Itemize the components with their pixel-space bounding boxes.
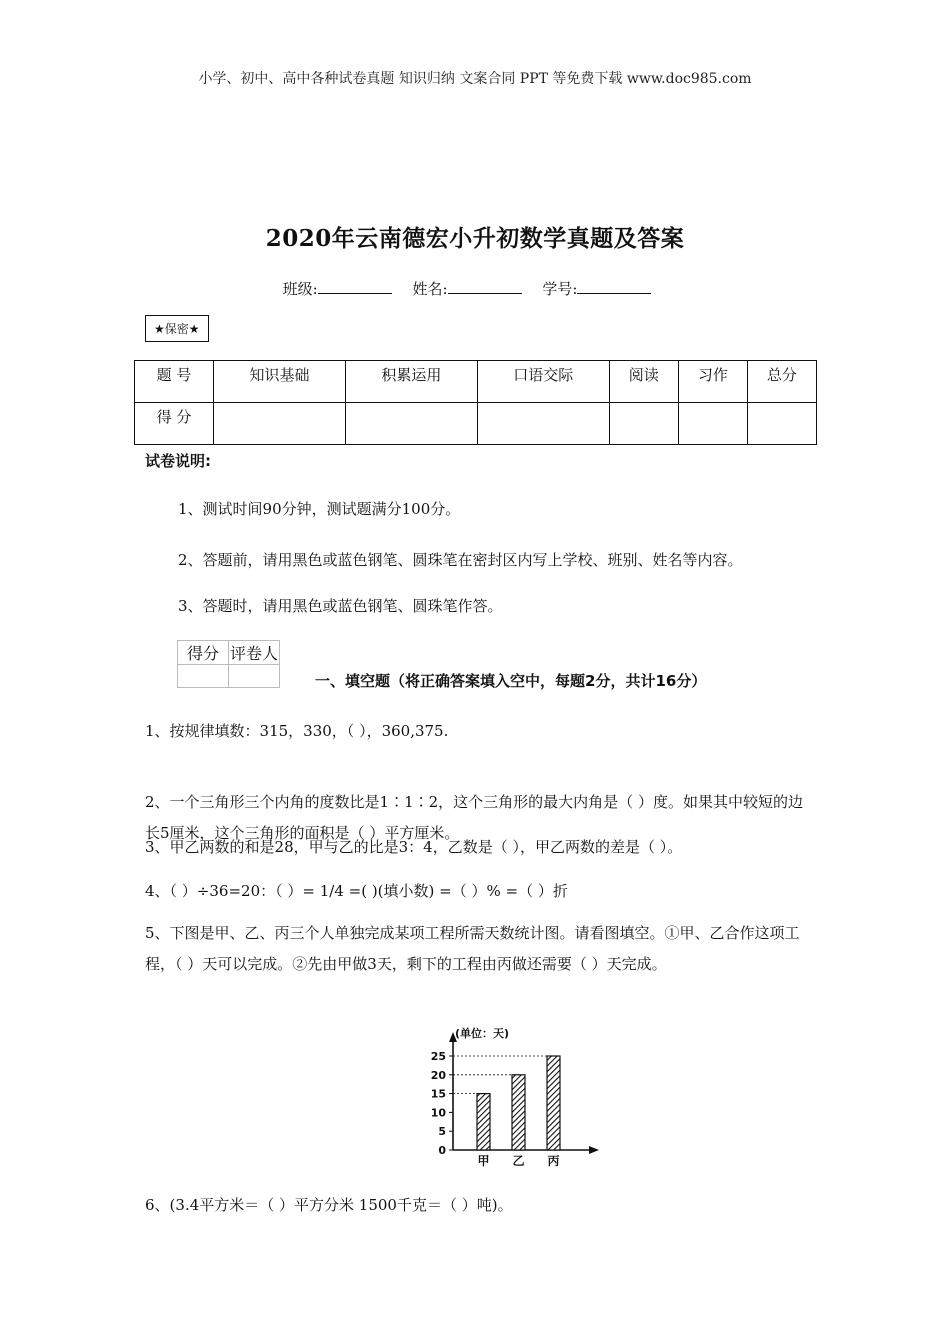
- header-cell: 阅读: [609, 361, 678, 403]
- score-cell: [747, 403, 816, 445]
- question-3: 3、甲乙两数的和是28，甲与乙的比是3：4，乙数是（ ），甲乙两数的差是（ ）。: [145, 838, 683, 856]
- score-cell: [678, 403, 747, 445]
- score-table-score-row: [135, 403, 817, 445]
- bar-1: [477, 1094, 490, 1150]
- note-item: 2、答题前，请用黑色或蓝色钢笔、圆珠笔在密封区内写上学校、班别、姓名等内容。: [178, 551, 743, 569]
- secret-badge: ★保密★: [145, 315, 209, 342]
- question-4: 4、（ ）÷36=20：（ ）= 1/4 =( )(填小数) =（ ）% =（ ）折: [145, 882, 568, 900]
- header-cell: 知识基础: [214, 361, 346, 403]
- grader-score-cell: [178, 665, 229, 688]
- bar-2: [512, 1075, 525, 1150]
- score-table-header-row: [135, 361, 817, 403]
- grader-box: [177, 640, 280, 688]
- score-table: [134, 360, 817, 445]
- header-cell: 积累运用: [345, 361, 477, 403]
- y-tick-label: 5: [438, 1125, 446, 1139]
- bar-3: [547, 1056, 560, 1150]
- name-label: 姓名:: [412, 280, 448, 298]
- score-cell: [214, 403, 346, 445]
- name-blank: [448, 279, 522, 294]
- note-item: 1、测试时间90分钟，测试题满分100分。: [178, 500, 461, 518]
- y-tick-label: 0: [438, 1144, 446, 1157]
- question-6: 6、(3.4平方米＝（ ）平方分米 1500千克＝（ ）吨)。: [145, 1196, 513, 1214]
- grader-score-label: 得分: [178, 641, 229, 665]
- section-title: 一、填空题（将正确答案填入空中，每题2分，共计16分）: [315, 672, 707, 690]
- student-info-fields: [0, 278, 950, 299]
- header-cell: 题 号: [135, 361, 214, 403]
- y-tick-label: 15: [430, 1087, 446, 1101]
- page-title: 2020年云南德宏小升初数学真题及答案: [265, 225, 685, 252]
- x-tick-label: 甲: [477, 1154, 490, 1168]
- site-header: 小学、初中、高中各种试卷真题 知识归纳 文案合同 PPT 等免费下载 www.doc985.com: [198, 71, 752, 87]
- header-cell: 习作: [678, 361, 747, 403]
- x-tick-label: 丙: [547, 1154, 560, 1168]
- grader-reviewer-cell: [229, 665, 280, 688]
- number-label: 学号:: [542, 280, 578, 298]
- question-5: 5、下图是甲、乙、丙三个人单独完成某项工程所需天数统计图。请看图填空。①甲、乙合作这项工程，（ ）天可以完成。②先由甲做3天，剩下的工程由丙做还需要（ ）天完成。: [145, 924, 800, 973]
- class-label: 班级:: [282, 280, 318, 298]
- y-tick-label: 25: [430, 1050, 446, 1063]
- score-cell: [477, 403, 609, 445]
- bar-chart: [415, 1022, 605, 1172]
- x-axis-arrow: [589, 1146, 599, 1154]
- y-tick-label: 20: [430, 1068, 446, 1082]
- x-tick-label: 乙: [512, 1154, 525, 1168]
- score-cell: [609, 403, 678, 445]
- notes-title: 试卷说明:: [145, 452, 211, 470]
- question-2: 2、一个三角形三个内角的度数比是1∶1∶2，这个三角形的最大内角是（ ）度。如果其中较短的边长5厘米，这个三角形的面积是（ ）平方厘米。: [145, 793, 803, 842]
- score-cell: [345, 403, 477, 445]
- score-row-label: 得 分: [135, 403, 214, 445]
- question-1: 1、按规律填数：315，330，（ ），360,375.: [145, 722, 449, 740]
- number-blank: [577, 279, 651, 294]
- y-tick-label: 10: [430, 1106, 446, 1120]
- chart-title: (单位：天): [455, 1027, 510, 1040]
- class-blank: [318, 279, 392, 294]
- header-cell: 口语交际: [477, 361, 609, 403]
- grader-reviewer-label: 评卷人: [229, 641, 280, 665]
- note-item: 3、答题时，请用黑色或蓝色钢笔、圆珠笔作答。: [178, 597, 503, 615]
- header-cell: 总分: [747, 361, 816, 403]
